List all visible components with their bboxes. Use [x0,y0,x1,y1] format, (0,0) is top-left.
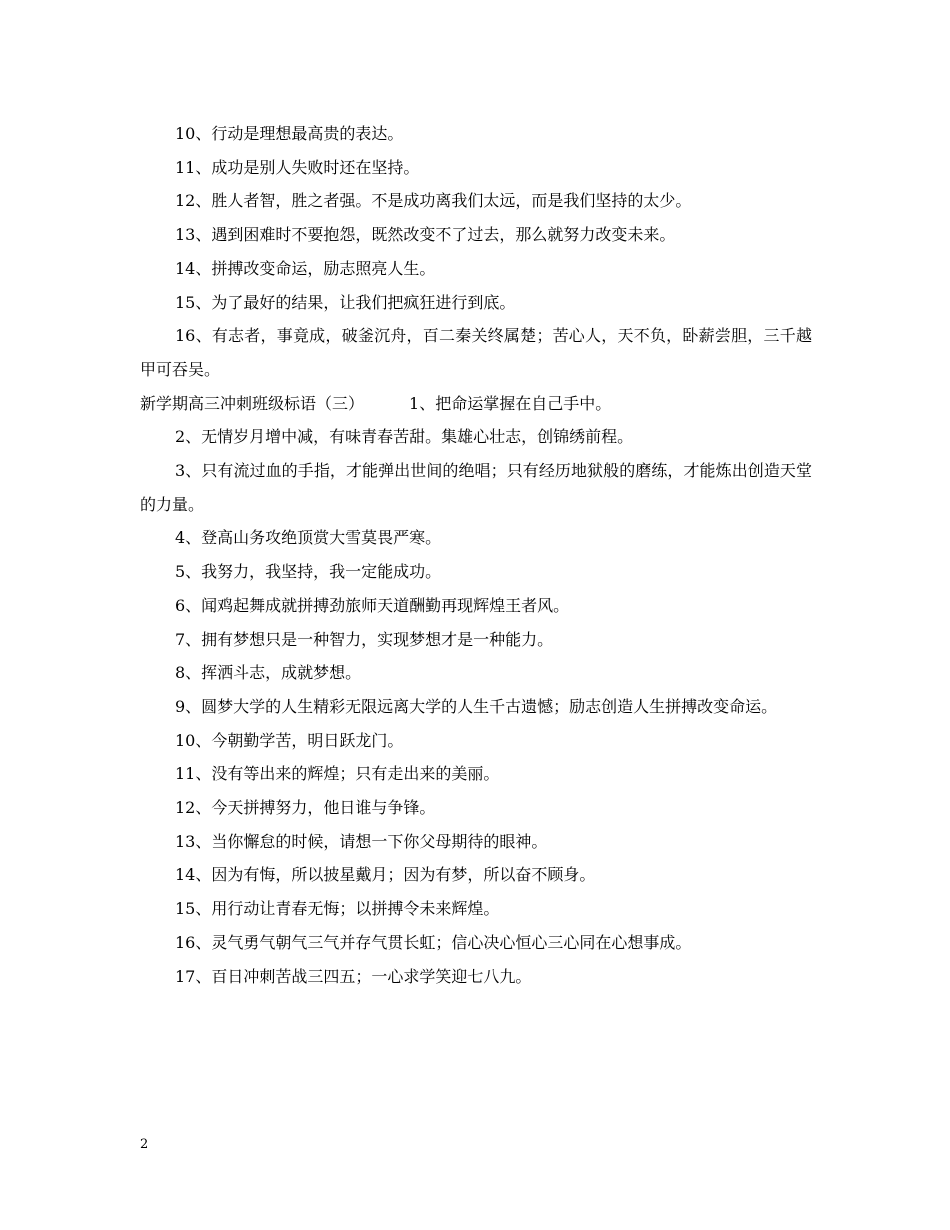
slogan-paragraph: 5、我努力，我坚持，我一定能成功。 [175,562,442,582]
slogan-paragraph: 11、成功是别人失败时还在坚持。 [175,157,420,177]
slogan-paragraph: 13、当你懈怠的时候，请想一下你父母期待的眼神。 [175,831,548,851]
slogan-paragraph: 10、行动是理想最高贵的表达。 [175,124,404,143]
slogan-paragraph: 6、闻鸡起舞成就拼搏劲旅师天道酬勤再现辉煌王者风。 [175,595,570,615]
slogan-paragraph: 15、为了最好的结果，让我们把疯狂进行到底。 [175,292,516,312]
slogan-paragraph: 8、挥洒斗志，成就梦想。 [175,663,362,683]
slogan-paragraph: 16、灵气勇气朝气三气并存气贯长虹；信心决心恒心三心同在心想事成。 [175,932,692,952]
slogan-paragraph: 3、只有流过血的手指，才能弹出世间的绝唱；只有经历地狱般的磨练，才能炼出创造天堂的力量。 [140,461,812,514]
slogan-paragraph: 17、百日冲刺苦战三四五；一心求学笑迎七八九。 [175,966,532,986]
slogan-paragraph: 10、今朝勤学苦，明日跃龙门。 [175,730,404,750]
section-heading-line [140,387,812,421]
slogan-paragraph: 4、登高山务攻绝顶赏大雪莫畏严寒。 [175,528,442,548]
document-body [140,117,812,993]
slogan-paragraph: 15、用行动让青春无悔；以拼搏令未来辉煌。 [175,899,500,919]
slogan-paragraph: 12、胜人者智，胜之者强。不是成功离我们太远，而是我们坚持的太少。 [175,191,692,211]
slogan-paragraph: 16、有志者，事竟成，破釜沉舟，百二秦关终属楚；苦心人，天不负，卧薪尝胆，三千越甲可吞吴。 [140,326,812,379]
section-heading: 新学期高三冲刺班级标语（三） [140,393,365,413]
slogan-paragraph: 2、无情岁月增中减，有味青春苦甜。集雄心壮志，创锦绣前程。 [175,427,634,447]
slogan-paragraph: 14、拼搏改变命运，励志照亮人生。 [175,258,436,278]
slogan-paragraph: 13、遇到困难时不要抱怨，既然改变不了过去，那么就努力改变未来。 [175,225,676,245]
slogan-paragraph: 9、圆梦大学的人生精彩无限远离大学的人生千古遗憾；励志创造人生拼搏改变命运。 [175,696,778,716]
slogan-paragraph: 12、今天拼搏努力，他日谁与争锋。 [175,798,436,818]
slogan-paragraph: 11、没有等出来的辉煌；只有走出来的美丽。 [175,764,500,784]
page-number: 2 [140,1137,149,1152]
slogan-paragraph: 14、因为有悔，所以披星戴月；因为有梦，所以奋不顾身。 [175,865,596,885]
slogan-paragraph: 7、拥有梦想只是一种智力，实现梦想才是一种能力。 [175,629,554,649]
section-first-item: 1、把命运掌握在自己手中。 [409,393,612,413]
